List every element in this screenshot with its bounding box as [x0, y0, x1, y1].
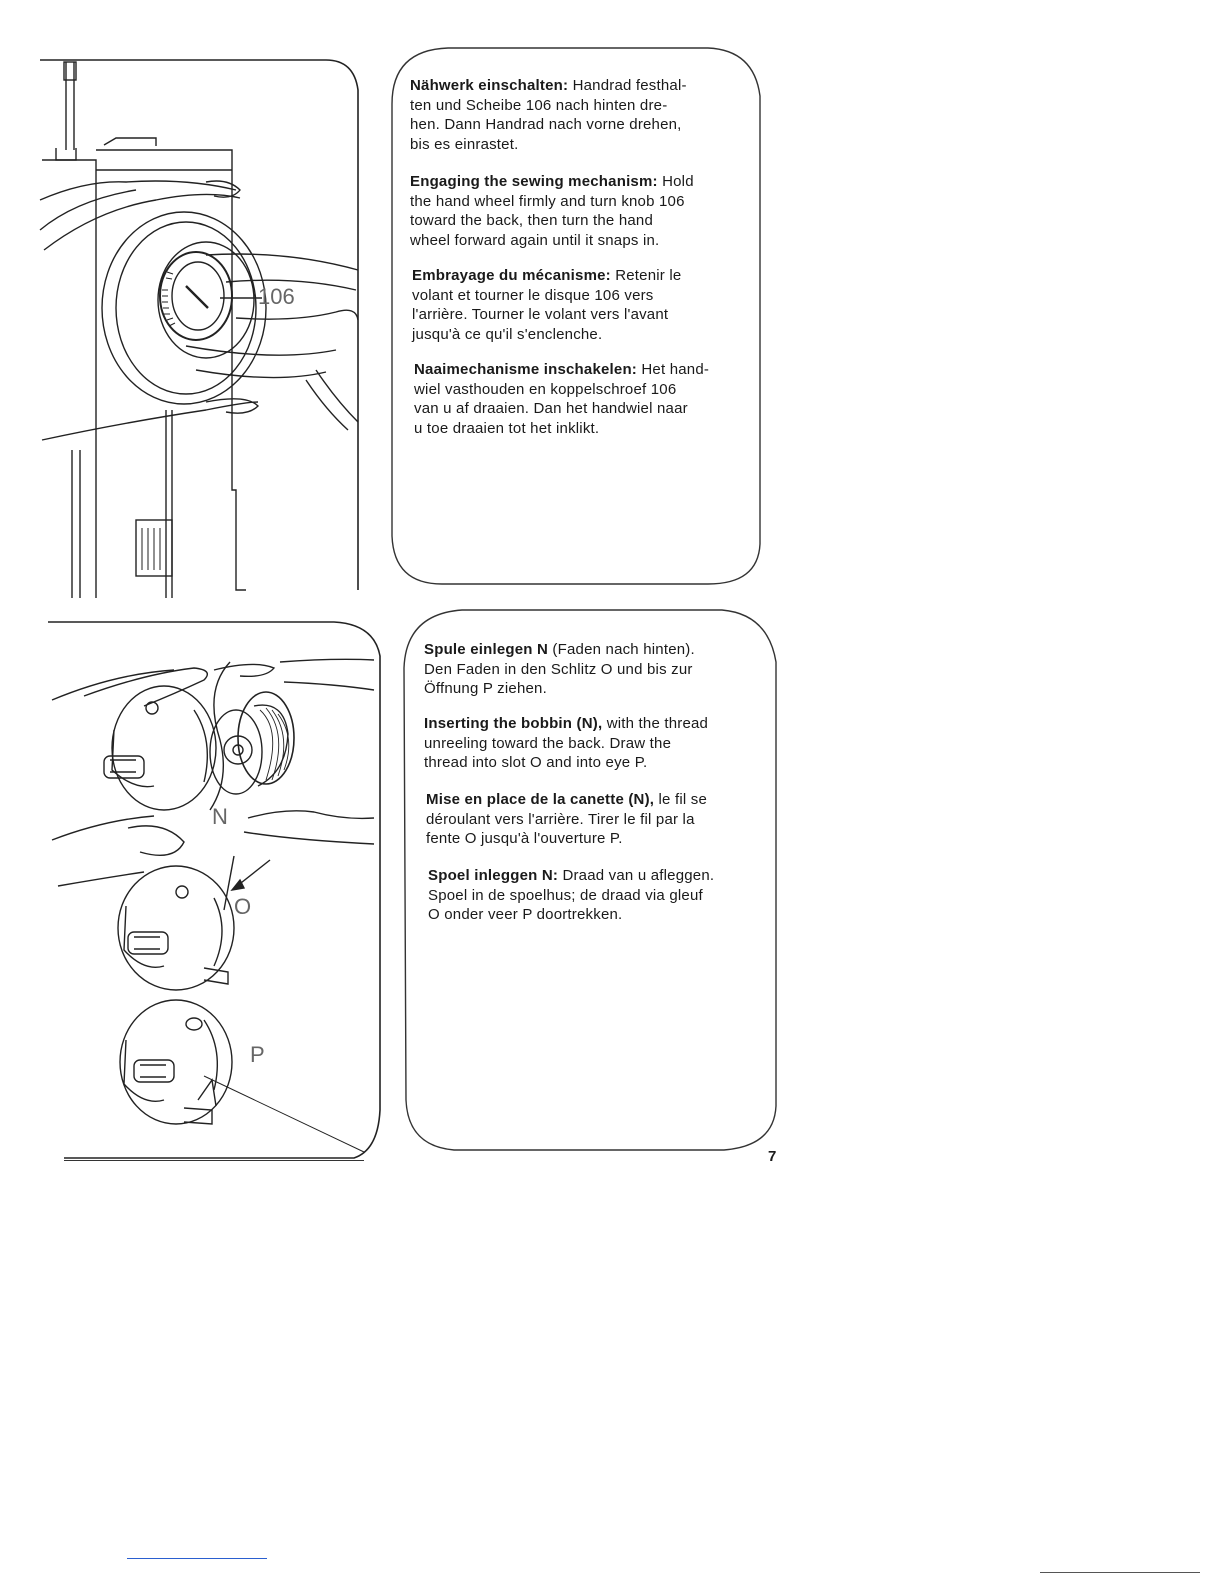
bobbin-label: N — [212, 804, 228, 829]
paragraph-de-engaging: Nähwerk einschalten: Handrad festhal- ten und Scheibe 106 nach hinten dre- hen. Dann Handrad nach vorne drehen, bis es einrastet. — [410, 77, 687, 153]
instruction-panel-bobbin — [392, 606, 784, 1154]
page-number: 7 — [768, 1148, 777, 1165]
paragraph-nl-engaging: Naaimechanisme inschakelen: Het hand- wiel vasthouden en koppelschroef 106 van u af draaien. Dan het handwiel naar u toe draaien tot het inklikt. — [414, 361, 710, 437]
knob-label: 106 — [258, 284, 295, 309]
footer-rule-left — [127, 1558, 267, 1559]
paragraph-de-bobbin: Spule einlegen N (Faden nach hinten). Den Faden in den Schlitz O und bis zur Öffnung P ziehen. — [424, 641, 695, 697]
divider — [64, 1160, 364, 1161]
paragraph-nl-bobbin: Spoel inleggen N: Draad van u afleggen. Spoel in de spoelhus; de draad via gleuf O onder veer P doortrekken. — [428, 867, 715, 923]
paragraph-en-engaging: Engaging the sewing mechanism: Hold the hand wheel firmly and turn knob 106 toward the back, then turn the hand wheel forward again until it snaps in. — [410, 173, 694, 249]
footer-rule-right — [1040, 1572, 1200, 1573]
paragraph-fr-bobbin: Mise en place de la canette (N), le fil se déroulant vers l'arrière. Tirer le fil par la fente O jusqu'à l'ouverture P. — [426, 791, 707, 847]
slot-label: O — [234, 894, 252, 919]
bobbin-illustration — [44, 610, 388, 1166]
eye-label: P — [250, 1042, 265, 1067]
instruction-panel-engaging — [378, 44, 768, 590]
paragraph-en-bobbin: Inserting the bobbin (N), with the thread unreeling toward the back. Draw the thread into slot O and into eye P. — [424, 715, 709, 771]
handwheel-illustration — [36, 50, 372, 602]
paragraph-fr-engaging: Embrayage du mécanisme: Retenir le volant et tourner le disque 106 vers l'arrière. Tourner le volant vers l'avant jusqu'à ce qu'il s'enclenche. — [412, 267, 682, 343]
